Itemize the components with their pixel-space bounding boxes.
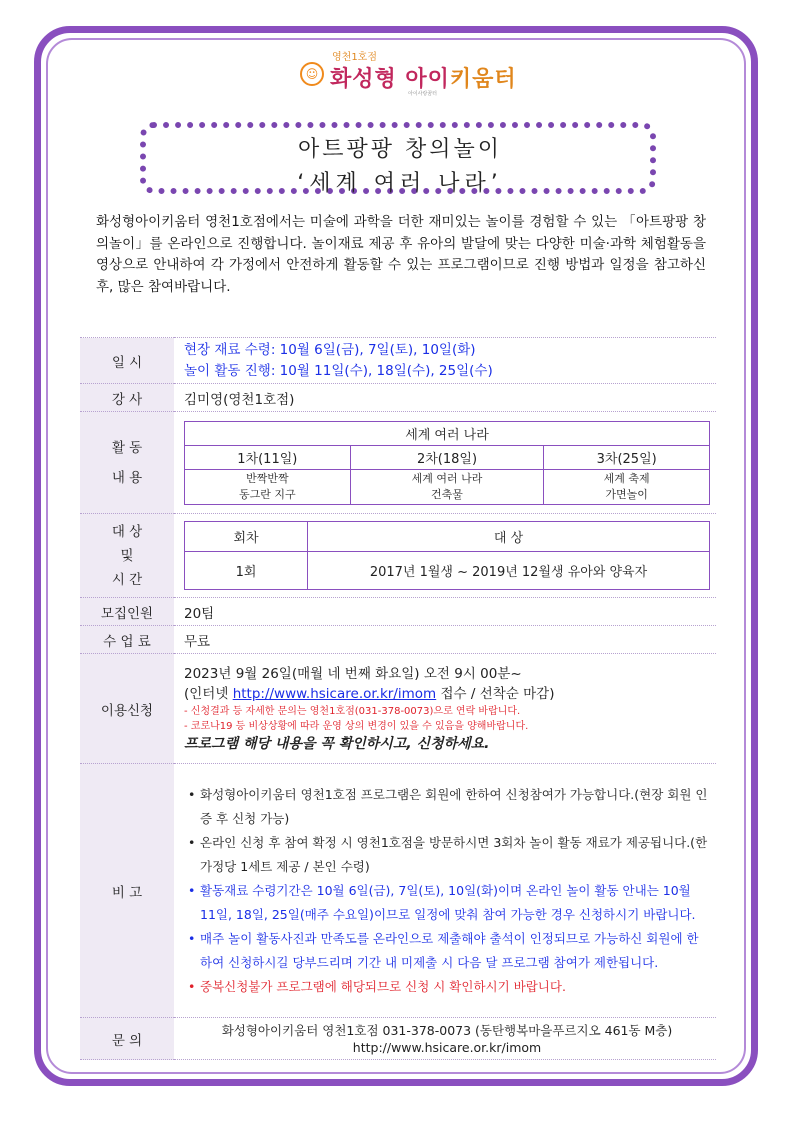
capacity-value: 20팀 <box>174 598 716 626</box>
apply-label: 이용신청 <box>80 654 174 764</box>
title-line-1: 아트팡팡 창의놀이 <box>297 137 502 162</box>
fee-label: 수 업 료 <box>80 626 174 654</box>
target-value <box>174 514 716 598</box>
logo-tagline: 아이사랑꿈터 <box>408 91 437 97</box>
logo-branch: 영천1호점 <box>332 52 378 63</box>
remarks-value <box>174 764 716 1018</box>
apply-link[interactable]: http://www.hsicare.or.kr/imom <box>232 685 437 702</box>
remark-item: • 매주 놀이 활동사진과 만족도를 온라인으로 제출해야 출석이 인정되므로 가능하신 회원에 한하여 신청하시길 당부드리며 기간 내 미제출 시 다음 달 프로그램 참여가 제한됩니다. <box>184 927 710 975</box>
schedule-label: 일 시 <box>80 338 174 384</box>
fee-value: 무료 <box>174 626 716 654</box>
target-label: 대 상 및 시 간 <box>80 514 174 598</box>
target-desc: 2017년 1월생 ~ 2019년 12월생 유아와 양육자 <box>308 552 710 590</box>
apply-emphasis: 프로그램 해당 내용을 꼭 확인하시고, 신청하세요. <box>184 735 490 752</box>
info-table <box>80 337 716 1060</box>
target-col-desc: 대 상 <box>308 522 710 552</box>
remark-item: • 활동재료 수령기간은 10월 6일(금), 7일(토), 10일(화)이며 온라인 놀이 활동 안내는 10월 11일, 18일, 25일(매주 수요일)이므로 일정에 맞춰 참여 가능한 경우 신청하시기 바랍니다. <box>184 879 710 927</box>
remarks-label: 비 고 <box>80 764 174 1018</box>
target-round: 1회 <box>185 552 308 590</box>
remark-item: • 중복신청불가 프로그램에 해당되므로 신청 시 확인하시기 바랍니다. <box>184 975 710 999</box>
activity-table <box>184 421 710 505</box>
session-3-title: 3차(25일) <box>544 445 710 469</box>
logo-name: 화성형 아이키움터 <box>330 67 517 92</box>
apply-note-1: - 신청결과 등 자세한 문의는 영천1호점(031-378-0073)으로 연락 바랍니다. <box>184 705 521 717</box>
session-1-title: 1차(11일) <box>185 445 351 469</box>
instructor-value: 김미영(영천1호점) <box>174 384 716 412</box>
remark-item: • 화성형아이키움터 영천1호점 프로그램은 회원에 한하여 신청참여가 가능합니다.(현장 회원 인증 후 신청 가능) <box>184 783 710 831</box>
instructor-label: 강 사 <box>80 384 174 412</box>
smile-face-icon: ☺ <box>300 62 324 86</box>
session-2-title: 2차(18일) <box>350 445 544 469</box>
schedule-value: 현장 재료 수령: 10월 6일(금), 7일(토), 10일(화) 놀이 활동 진행: 10월 11일(수), 18일(수), 25일(수) <box>174 338 716 384</box>
remark-item: • 온라인 신청 후 참여 확정 시 영천1호점을 방문하시면 3회차 놀이 활동 재료가 제공됩니다.(한 가정당 1세트 제공 / 본인 수령) <box>184 831 710 879</box>
target-table <box>184 521 710 590</box>
logo <box>300 48 520 104</box>
session-3-content: 세계 축제 가면놀이 <box>544 469 710 504</box>
session-2-content: 세계 여러 나라 건축물 <box>350 469 544 504</box>
activity-value <box>174 412 716 514</box>
contact-label: 문 의 <box>80 1018 174 1060</box>
intro-paragraph: 화성형아이키움터 영천1호점에서는 미술에 과학을 더한 재미있는 놀이를 경험할 수 있는 「아트팡팡 창의놀이」를 온라인으로 진행합니다. 놀이재료 제공 후 유아의 발달에 맞는 다양한 미술·과학 체험활동을 영상으로 안내하여 각 가정에서 안전하게 활동할 수 있는 프로그램이므로 진행 방법과 일정을 참고하신 후, 많은 참여바랍니다. <box>96 214 706 295</box>
activity-label: 활 동 내 용 <box>80 412 174 514</box>
apply-value <box>174 654 716 764</box>
title-line-2: ‘세계 여러 나라’ <box>297 171 503 196</box>
target-col-round: 회차 <box>185 522 308 552</box>
activity-header: 세계 여러 나라 <box>185 421 710 445</box>
session-1-content: 반짝반짝 동그란 지구 <box>185 469 351 504</box>
apply-date: 2023년 9월 26일(매월 네 번째 화요일) 오전 9시 00분~ <box>184 665 522 682</box>
contact-value: 화성형아이키움터 영천1호점 031-378-0073 (동탄행복마을푸르지오 461동 M층) http://www.hsicare.or.kr/imom <box>174 1018 716 1060</box>
apply-method: (인터넷 http://www.hsicare.or.kr/imom 접수 / 선착순 마감) <box>184 685 555 702</box>
apply-note-2: - 코로나19 등 비상상황에 따라 운영 상의 변경이 있을 수 있음을 양해바랍니다. <box>184 720 529 732</box>
capacity-label: 모집인원 <box>80 598 174 626</box>
